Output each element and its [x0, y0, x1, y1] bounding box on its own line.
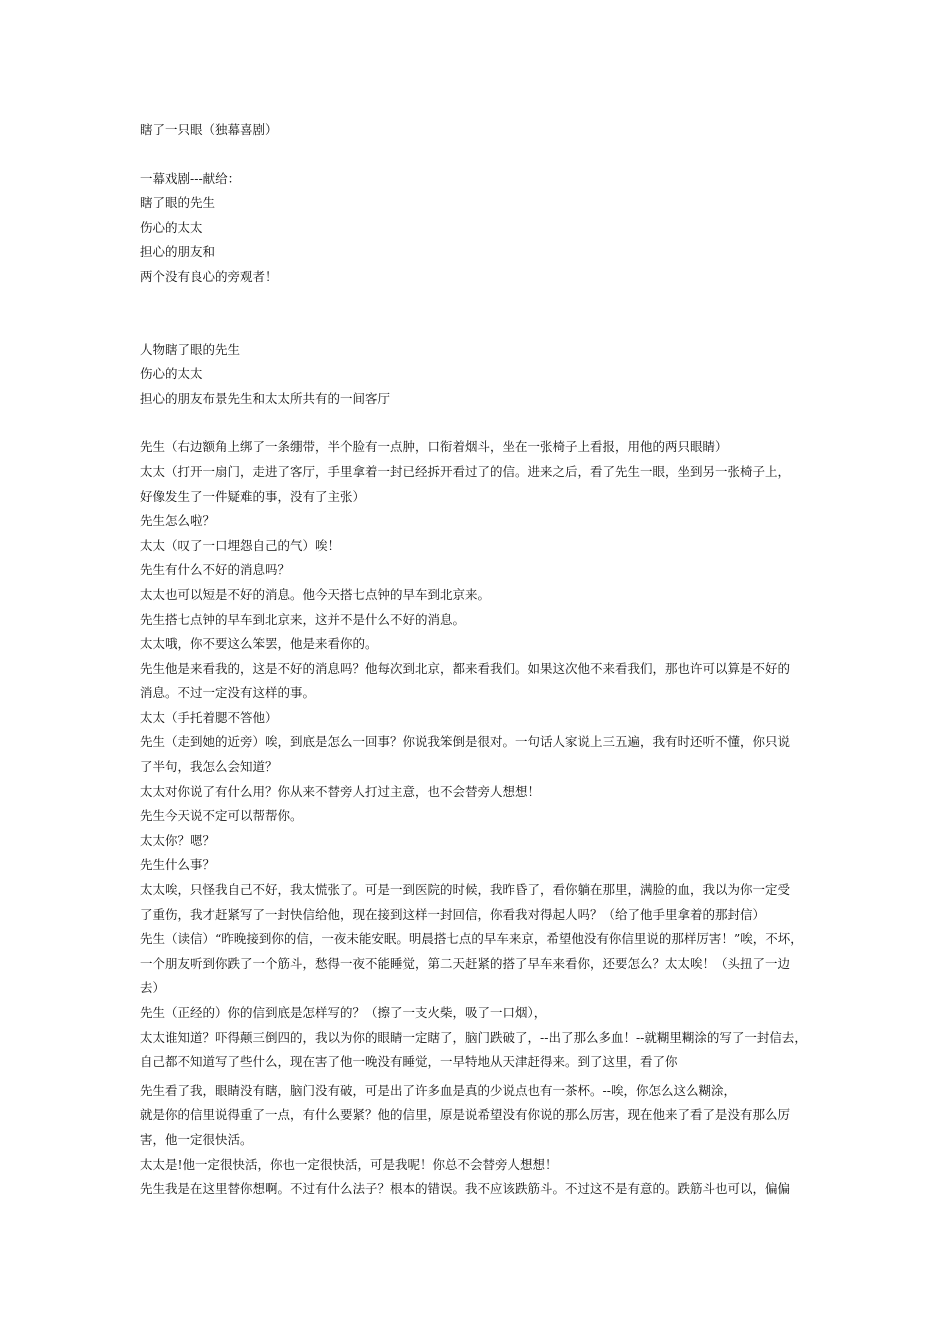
dialogue-line: 太太是!他一定很快活，你也一定很快活，可是我呢！你总不会替旁人想想！	[140, 1156, 558, 1172]
spacer	[140, 143, 820, 167]
dialogue-line: 去）	[140, 980, 166, 996]
dialogue-line: 先生我是在这里替你想啊。不过有什么法子？根本的错误。我不应该跌筋斗。不过这不是有意的。跌筋斗也可以，偏偏	[140, 1181, 791, 1197]
characters-line: 人物瞎了眼的先生	[140, 341, 241, 357]
dedication-line: 两个没有良心的旁观者！	[140, 268, 278, 284]
dialogue-line: 先生（右边额角上绑了一条绷带，半个脸有一点肿，口衔着烟斗，坐在一张椅子上看报，用他的两只眼睛）	[140, 439, 728, 455]
dialogue-line: 太太（叹了一口埋怨自己的气）唉！	[140, 537, 341, 553]
document-body	[140, 118, 820, 1202]
dialogue-block	[140, 435, 820, 1074]
spacer	[140, 411, 820, 435]
dialogue-line: 太太也可以短是不好的消息。他今天搭七点钟的早车到北京来。	[140, 586, 491, 602]
dedication-block	[140, 167, 820, 290]
dialogue-line: 太太（手托着腮不答他）	[140, 709, 278, 725]
dialogue-line: 先生（正经的）你的信到底是怎样写的？（擦了一支火柴，吸了一口烟），	[140, 1005, 547, 1020]
dialogue-line: 先生（走到她的近旁）唉，到底是怎么一回事？你说我笨倒是很对。一句话人家说上三五遍，我有时还听不懂，你只说	[140, 734, 791, 750]
dialogue-line: 先生什么事？	[140, 857, 216, 873]
characters-line: 担心的朋友布景先生和太太所共有的一间客厅	[140, 390, 391, 406]
spacer	[140, 290, 820, 338]
document-title: 瞎了一只眼（独幕喜剧）	[140, 122, 278, 137]
dialogue-line: 一个朋友听到你跌了一个筋斗，愁得一夜不能睡觉，第二天赶紧的搭了早车来看你，还要怎么？太太唉！（头扭了一边	[140, 955, 791, 971]
dialogue-line: 太太唉，只怪我自己不好，我太慌张了。可是一到医院的时候，我昨昏了，看你躺在那里，满脸的血，我以为你一定受	[140, 882, 791, 898]
dialogue-block-continued	[140, 1079, 820, 1202]
dialogue-line: 先生他是来看我的，这是不好的消息吗？他每次到北京，都来看我们。如果这次他不来看我们，那也许可以算是不好的	[140, 660, 791, 676]
dialogue-line: 太太谁知道？吓得颠三倒四的，我以为你的眼睛一定瞎了，脑门跌破了，--出了那么多血！--就糊里糊涂的写了一封信去，	[140, 1029, 807, 1045]
dedication-line: 伤心的太太	[140, 219, 203, 235]
dialogue-line: 太太你？嗯？	[140, 832, 216, 848]
dialogue-line: 先生怎么啦？	[140, 513, 216, 529]
dialogue-line: 害，他一定很快活。	[140, 1131, 253, 1147]
dialogue-line: 了重伤，我才赶紧写了一封快信给他，现在接到这样一封回信，你看我对得起人吗？（给了他手里拿着的那封信）	[140, 906, 766, 922]
characters-block	[140, 338, 820, 412]
dialogue-line: 了半句，我怎么会知道？	[140, 759, 278, 775]
characters-line: 伤心的太太	[140, 366, 203, 382]
dialogue-line: 太太（打开一扇门，走进了客厅，手里拿着一封已经拆开看过了的信。进来之后，看了先生一眼，坐到另一张椅子上，	[140, 463, 791, 479]
dialogue-line: 消息。不过一定没有这样的事。	[140, 685, 316, 701]
dedication-line: 担心的朋友和	[140, 244, 216, 260]
dialogue-line: 自己都不知道写了些什么，现在害了他一晚没有睡觉，一早特地从天津赶得来。到了这里，看了你	[140, 1054, 678, 1070]
dialogue-line: 就是你的信里说得重了一点，有什么要紧？他的信里，原是说希望没有你说的那么厉害，现在他来了看了是没有那么厉	[140, 1107, 791, 1123]
dialogue-line: 先生搭七点钟的早车到北京来，这并不是什么不好的消息。	[140, 611, 466, 627]
dialogue-line: 先生（读信）“昨晚接到你的信，一夜未能安眠。明晨搭七点的早车来京，希望他没有你信里说的那样厉害！”唉，不坏，	[140, 931, 803, 947]
dialogue-line: 太太对你说了有什么用？你从来不替旁人打过主意，也不会替旁人想想！	[140, 783, 541, 799]
dialogue-line: 太太哦，你不要这么笨罢，他是来看你的。	[140, 636, 378, 652]
dialogue-line: 先生今天说不定可以帮帮你。	[140, 808, 303, 824]
dialogue-line: 好像发生了一件疑难的事，没有了主张）	[140, 488, 366, 504]
dialogue-line: 先生看了我，眼睛没有瞎，脑门没有破，可是出了许多血是真的少说点也有一茶杯。--唉，你怎么这么糊涂，	[140, 1082, 736, 1098]
dialogue-line: 先生有什么不好的消息吗？	[140, 562, 291, 578]
dedication-line: 一幕戏剧---献给：	[140, 170, 241, 186]
dedication-line: 瞎了眼的先生	[140, 195, 216, 211]
